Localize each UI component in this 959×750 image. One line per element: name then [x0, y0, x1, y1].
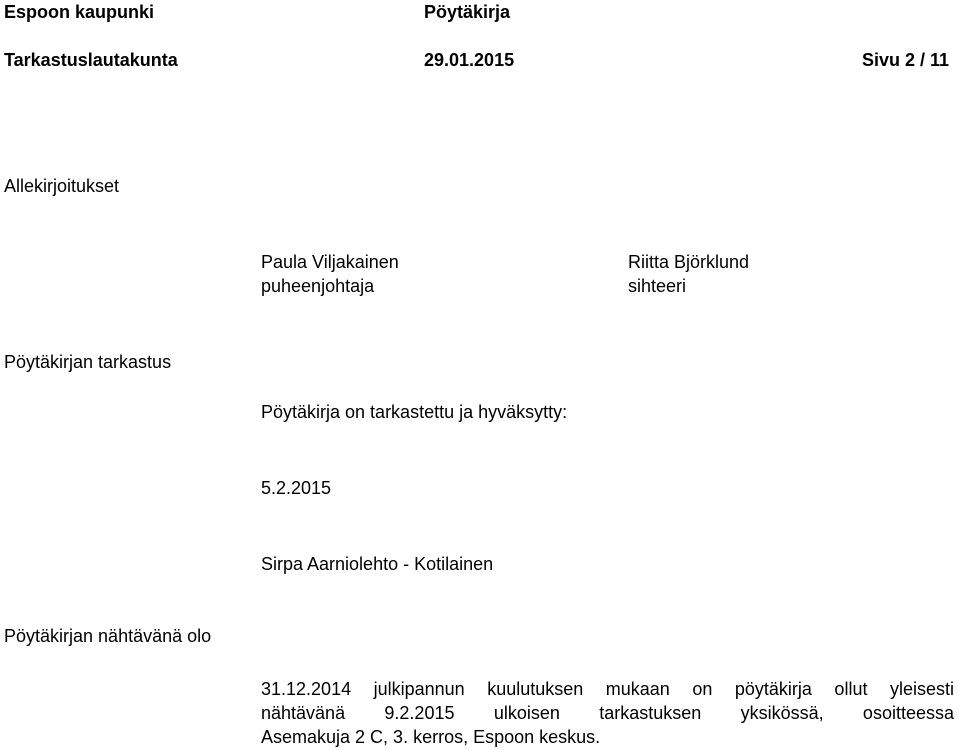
display-notice-line: 31.12.2014 julkipannun kuulutuksen mukaan on pöytäkirja ollut yleisesti: [261, 679, 954, 699]
review-statement: Pöytäkirja on tarkastettu ja hyväksytty:: [261, 402, 568, 422]
signatures-heading: Allekirjoitukset: [4, 176, 120, 196]
reviewer-name: Sirpa Aarniolehto - Kotilainen: [261, 554, 494, 574]
meeting-date: 29.01.2015: [424, 50, 515, 70]
secretary-role: sihteeri: [628, 276, 687, 296]
document-type: Pöytäkirja: [424, 2, 511, 22]
chair-role: puheenjohtaja: [261, 276, 375, 296]
display-notice-line: Asemakuja 2 C, 3. kerros, Espoon keskus.: [261, 727, 601, 747]
review-date: 5.2.2015: [261, 478, 332, 498]
display-notice-line: nähtävänä 9.2.2015 ulkoisen tarkastuksen yksikössä, osoitteessa: [261, 703, 954, 723]
display-heading: Pöytäkirjan nähtävänä olo: [4, 626, 212, 646]
committee-name: Tarkastuslautakunta: [4, 50, 178, 70]
display-notice: [261, 677, 954, 749]
chair-name: Paula Viljakainen: [261, 252, 399, 272]
page-number: Sivu 2 / 11: [861, 50, 949, 70]
review-heading: Pöytäkirjan tarkastus: [4, 352, 172, 372]
organization-name: Espoon kaupunki: [4, 2, 155, 22]
secretary-name: Riitta Björklund: [628, 252, 750, 272]
